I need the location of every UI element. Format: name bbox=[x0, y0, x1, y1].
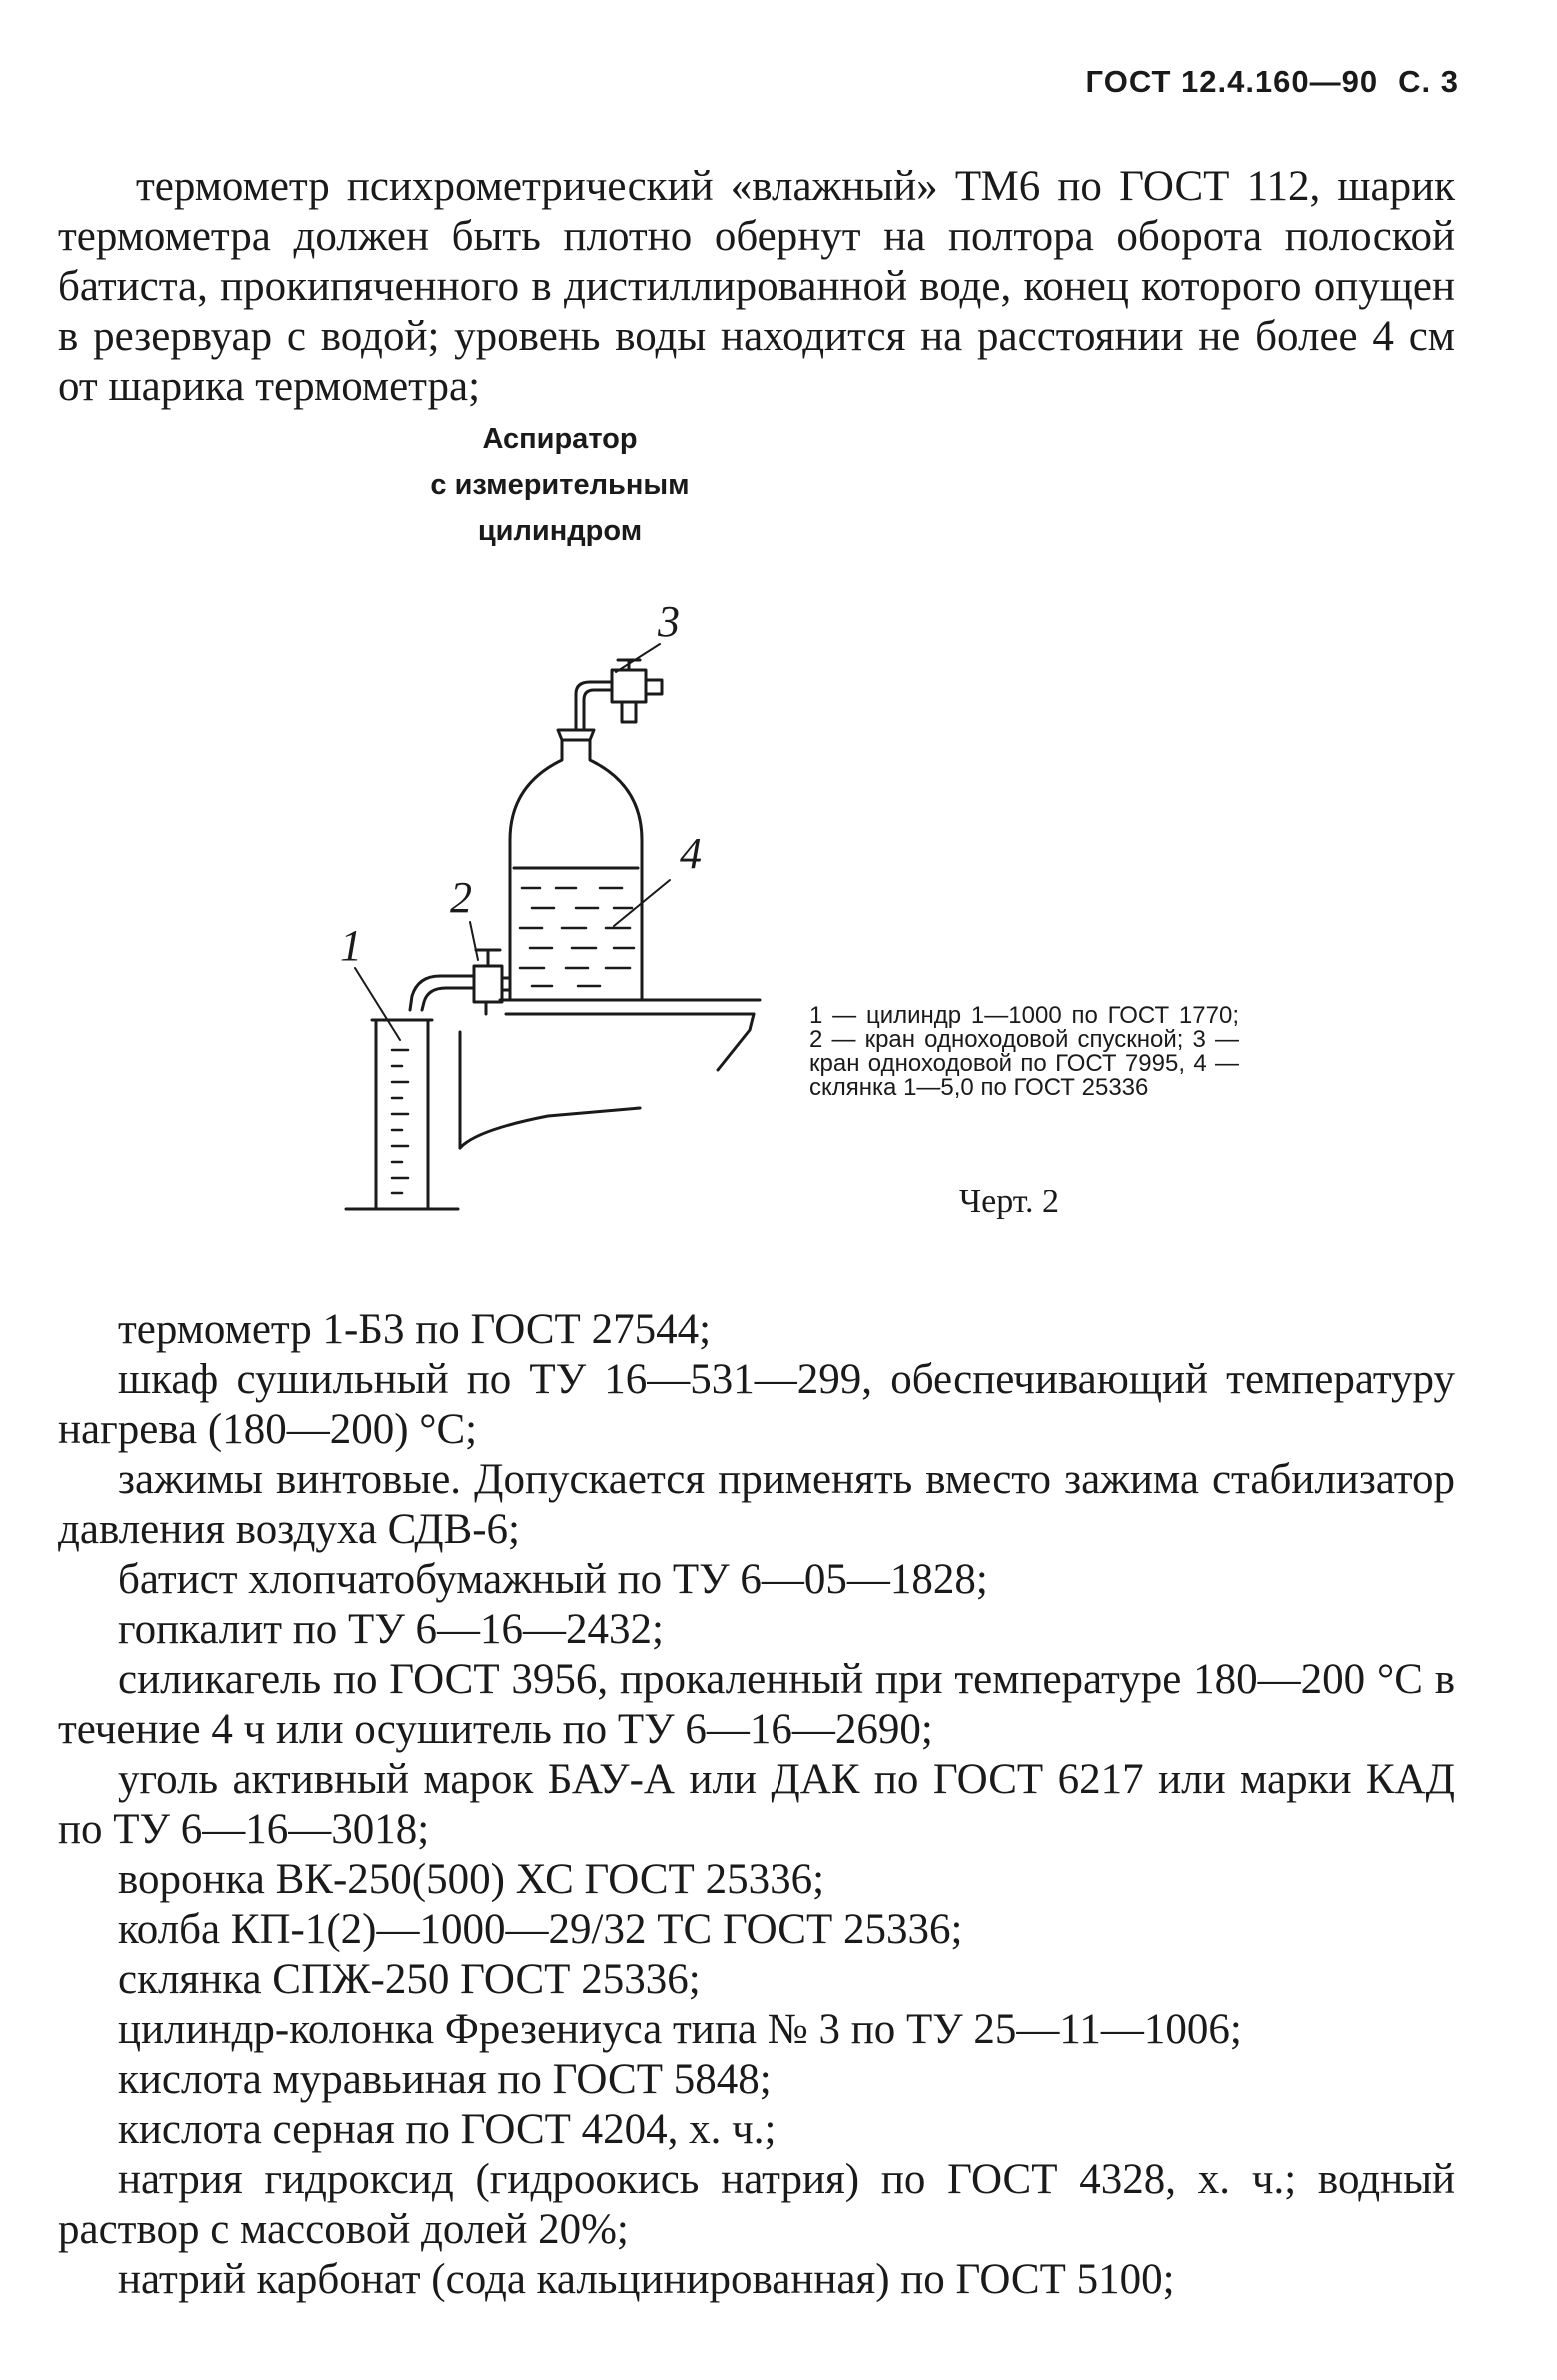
list-item: силикагель по ГОСТ 3956, прокаленный при температуре 180—200 °С в течение 4 ч или осушитель по ТУ 6—16—2690; bbox=[58, 1656, 1455, 1753]
list-item: натрий карбонат (сода кальцинированная) по ГОСТ 5100; bbox=[118, 2256, 1175, 2303]
figure-legend: 1 — цилиндр 1—1000 по ГОСТ 1770; 2 — кран одноходовой спускной; 3 — кран одноходовой по ГОСТ 7995, 4 — склянка 1—5,0 по ГОСТ 25336 bbox=[809, 1002, 1239, 1101]
list-item: колба КП-1(2)—1000—29/32 ТС ГОСТ 25336; bbox=[118, 1906, 963, 1953]
figure-title bbox=[330, 416, 789, 554]
tap-2-drawing bbox=[410, 950, 510, 1014]
intro-text: термометр психрометрический «влажный» ТМ6 по ГОСТ 112, шарик термометра должен быть плотно обернут на полтора оборота полоской батиста, прокипяченного в дистиллированной воде, конец которого опущен в резервуар с водой; уровень воды находится на расстоянии не более 4 см от шарика термометра; bbox=[58, 163, 1455, 410]
figure-title-line: цилиндром bbox=[477, 515, 643, 547]
list-item: кислота серная по ГОСТ 4204, х. ч.; bbox=[118, 2106, 777, 2153]
callout-2: 2 bbox=[450, 873, 472, 922]
figure-number: Черт. 2 bbox=[959, 1184, 1060, 1220]
bottle-drawing bbox=[510, 730, 642, 1000]
list-item: шкаф сушильный по ТУ 16—531—299, обеспечивающий температуру нагрева (180—200) °С; bbox=[58, 1356, 1455, 1453]
list-item: уголь активный марок БАУ-А или ДАК по ГОСТ 6217 или марки КАД по ТУ 6—16—3018; bbox=[58, 1756, 1455, 1853]
list-item: цилиндр-колонка Фрезениуса типа № 3 по ТУ 25—11—1006; bbox=[118, 2006, 1242, 2053]
list-item: кислота муравьиная по ГОСТ 5848; bbox=[118, 2056, 772, 2103]
stand-drawing bbox=[460, 1000, 760, 1148]
list-item: зажимы винтовые. Допускается применять вместо зажима стабилизатор давления воздуха СДВ-6; bbox=[58, 1456, 1455, 1553]
header-page-number: С. 3 bbox=[1398, 64, 1459, 99]
list-item: термометр 1-Б3 по ГОСТ 27544; bbox=[118, 1306, 712, 1353]
callout-3: 3 bbox=[658, 597, 680, 646]
list-item: воронка ВК-250(500) ХС ГОСТ 25336; bbox=[118, 1856, 825, 1903]
list-item: батист хлопчатобумажный по ТУ 6—05—1828; bbox=[118, 1556, 988, 1603]
materials-list bbox=[58, 1305, 1455, 2305]
list-item: склянка СПЖ-250 ГОСТ 25336; bbox=[118, 1956, 701, 2003]
callout-4: 4 bbox=[680, 829, 702, 878]
list-item: натрия гидроксид (гидроокись натрия) по ГОСТ 4328, х. ч.; водный раствор с массовой долей 20%; bbox=[58, 2156, 1455, 2253]
list-item: гопкалит по ТУ 6—16—2432; bbox=[118, 1606, 664, 1653]
figure-title-line: с измерительным bbox=[430, 469, 690, 501]
aspirator-drawing bbox=[300, 590, 779, 1239]
cylinder-drawing bbox=[346, 1020, 458, 1209]
intro-paragraph bbox=[58, 162, 1455, 412]
page-header bbox=[1086, 64, 1459, 100]
figure-title-line: Аспиратор bbox=[482, 423, 638, 455]
header-doc-number: ГОСТ 12.4.160—90 bbox=[1085, 64, 1379, 99]
callout-1: 1 bbox=[340, 921, 362, 970]
